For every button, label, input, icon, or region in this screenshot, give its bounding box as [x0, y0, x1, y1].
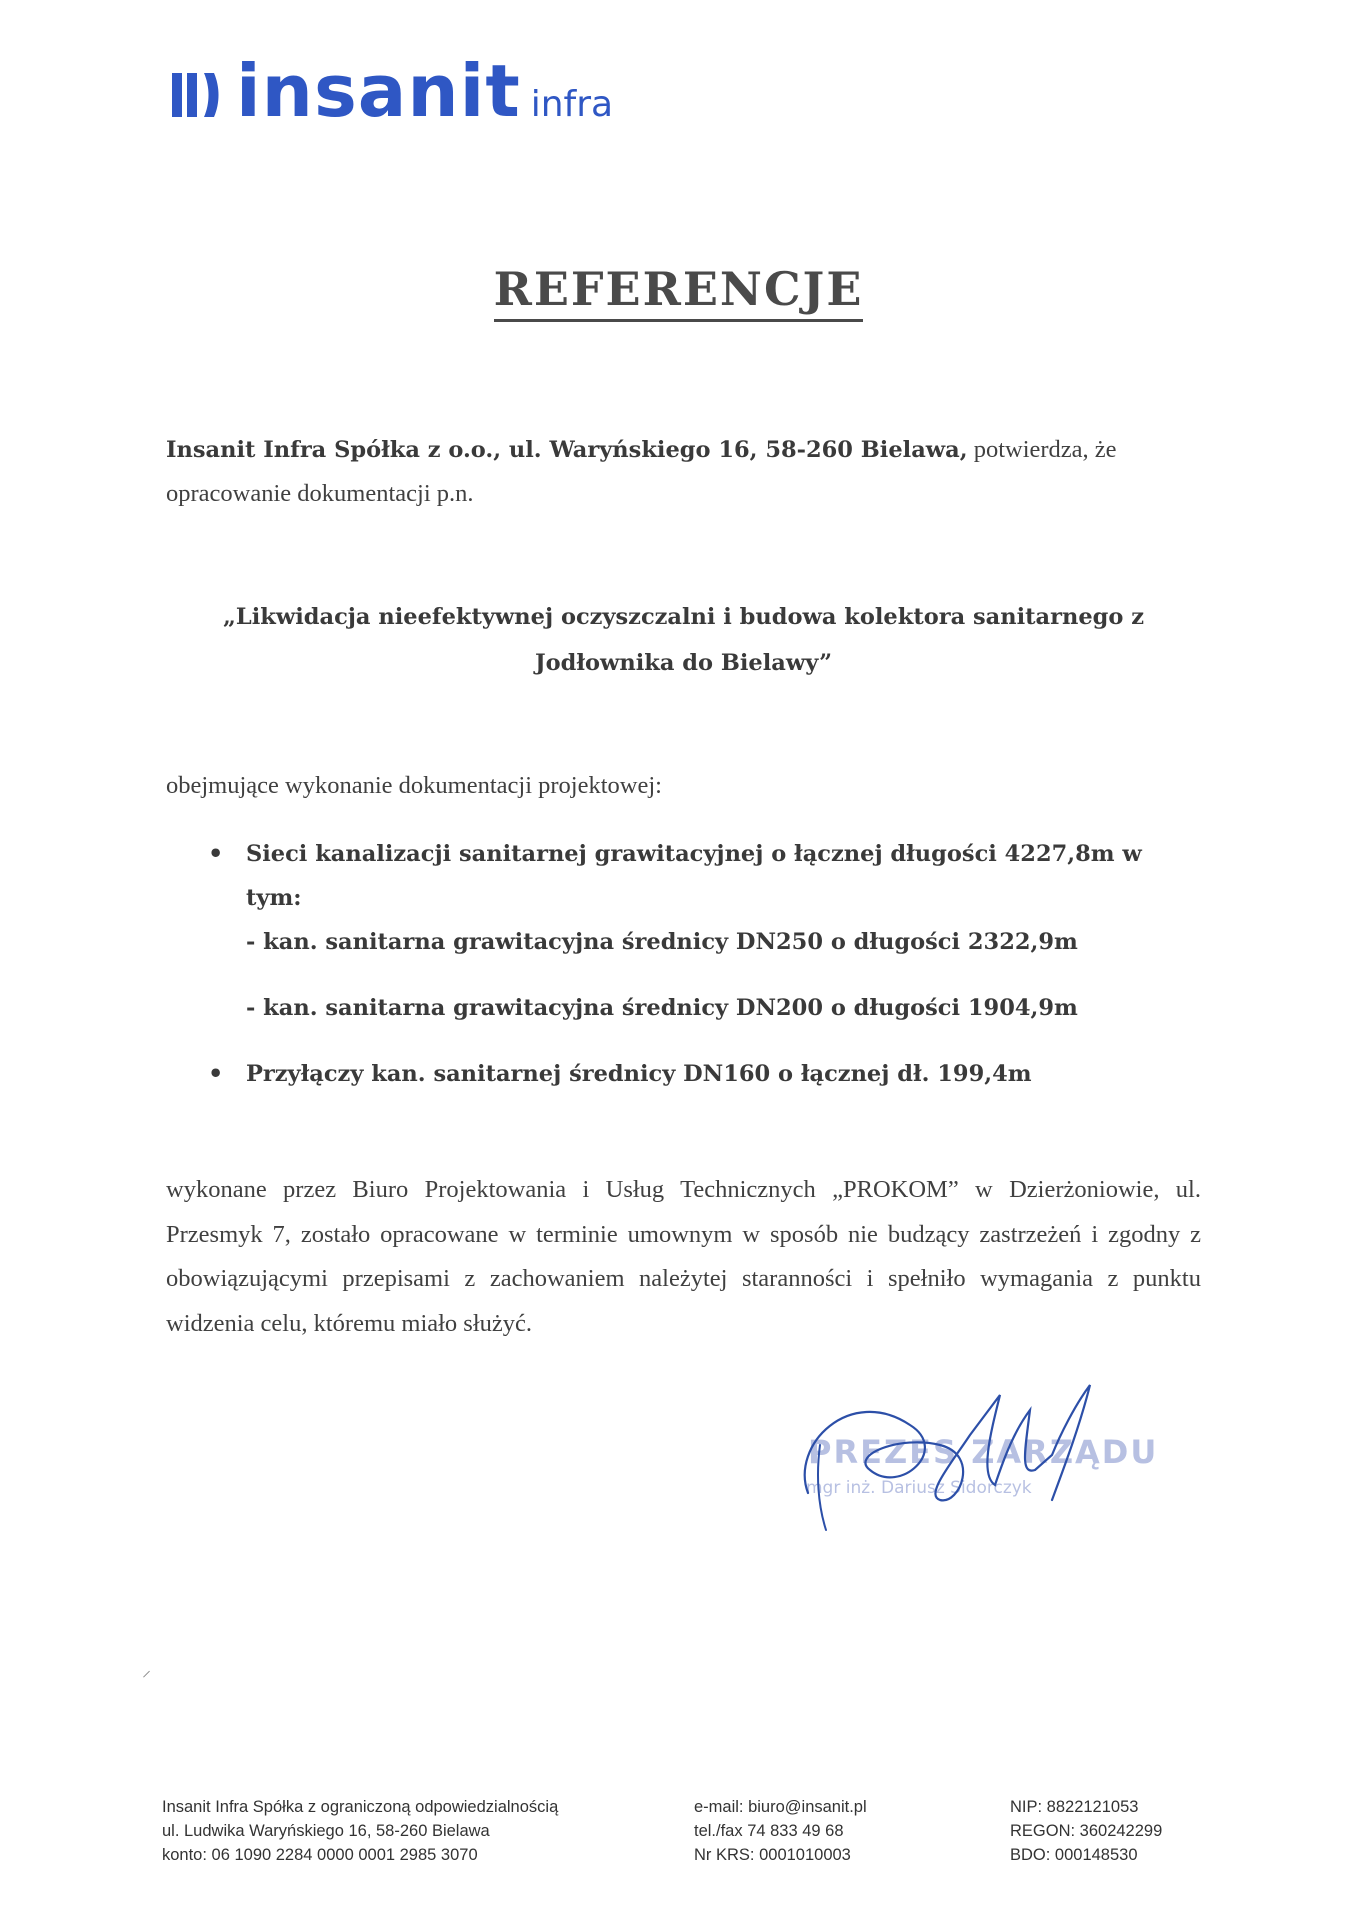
list-subitem: - kan. sanitarna grawitacyjna średnicy DN250 o długości 2322,9m [246, 929, 1078, 955]
logo-sub: infra [530, 84, 614, 125]
project-name-line-2: Jodłownika do Bielawy” [534, 650, 833, 676]
intro-paragraph [166, 428, 1201, 516]
closing-paragraph: wykonane przez Biuro Projektowania i Usług Technicznych „PROKOM” w Dzierżoniowie, ul. Przesmyk 7, zostało opracowane w terminie umownym w sposób nie budzący zastrzeżeń i zgodny z obowiązującymi przepisami z zachowaniem należytej staranności i spełniło wymagania z punktu widzenia celu, któremu miało służyć. [166, 1176, 1201, 1337]
project-name [166, 594, 1201, 686]
company-logo [170, 49, 614, 135]
footer-line: ul. Ludwika Waryńskiego 16, 58-260 Bielawa [162, 1822, 490, 1840]
list-item: • Przyłączy kan. sanitarnej średnicy DN160 o łącznej dł. 199,4m [208, 1052, 1193, 1096]
scope-list-2 [208, 1052, 1193, 1096]
scope-list [208, 832, 1193, 920]
scope-text: obejmujące wykonanie dokumentacji projektowej: [166, 772, 662, 799]
document-title: REFERENCJE [0, 262, 1357, 316]
footer-krs: Nr KRS: 0001010003 [694, 1846, 851, 1864]
intro-text: potwierdza, że opracowanie dokumentacji p.n. [166, 436, 1117, 507]
list-subitem: - kan. sanitarna grawitacyjna średnicy DN200 o długości 1904,9m [246, 995, 1078, 1021]
footer-email: e-mail: biuro@insanit.pl [694, 1798, 867, 1816]
footer-nip: NIP: 8822121053 [1010, 1798, 1139, 1816]
company-address: Insanit Infra Spółka z o.o., ul. Waryńskiego 16, 58-260 Bielawa, [166, 437, 968, 463]
scan-mark: ⸝ [142, 1660, 151, 1680]
footer-registry [1010, 1795, 1162, 1867]
footer-bdo: BDO: 000148530 [1010, 1846, 1138, 1864]
footer-regon: REGON: 360242299 [1010, 1822, 1163, 1840]
list-item: • Sieci kanalizacji sanitarnej grawitacyjnej o łącznej długości 4227,8m w tym: [208, 832, 1193, 920]
project-name-line-1: „Likwidacja nieefektywnej oczyszczalni i budowa kolektora sanitarnego z [222, 604, 1145, 630]
logo-mark-icon [170, 65, 222, 125]
footer-line: Insanit Infra Spółka z ograniczoną odpowiedzialnością [162, 1798, 559, 1816]
signature [790, 1375, 1120, 1535]
footer-phone: tel./fax 74 833 49 68 [694, 1822, 844, 1840]
footer-contact [694, 1795, 867, 1867]
footer-line: konto: 06 1090 2284 0000 0001 2985 3070 [162, 1846, 478, 1864]
stamp-person: mgr inż. Dariusz Sidorczyk [806, 1478, 1032, 1498]
footer-company [162, 1795, 558, 1867]
logo-name: insanit [236, 49, 521, 133]
stamp-role: PREZES ZARZĄDU [808, 1433, 1159, 1471]
